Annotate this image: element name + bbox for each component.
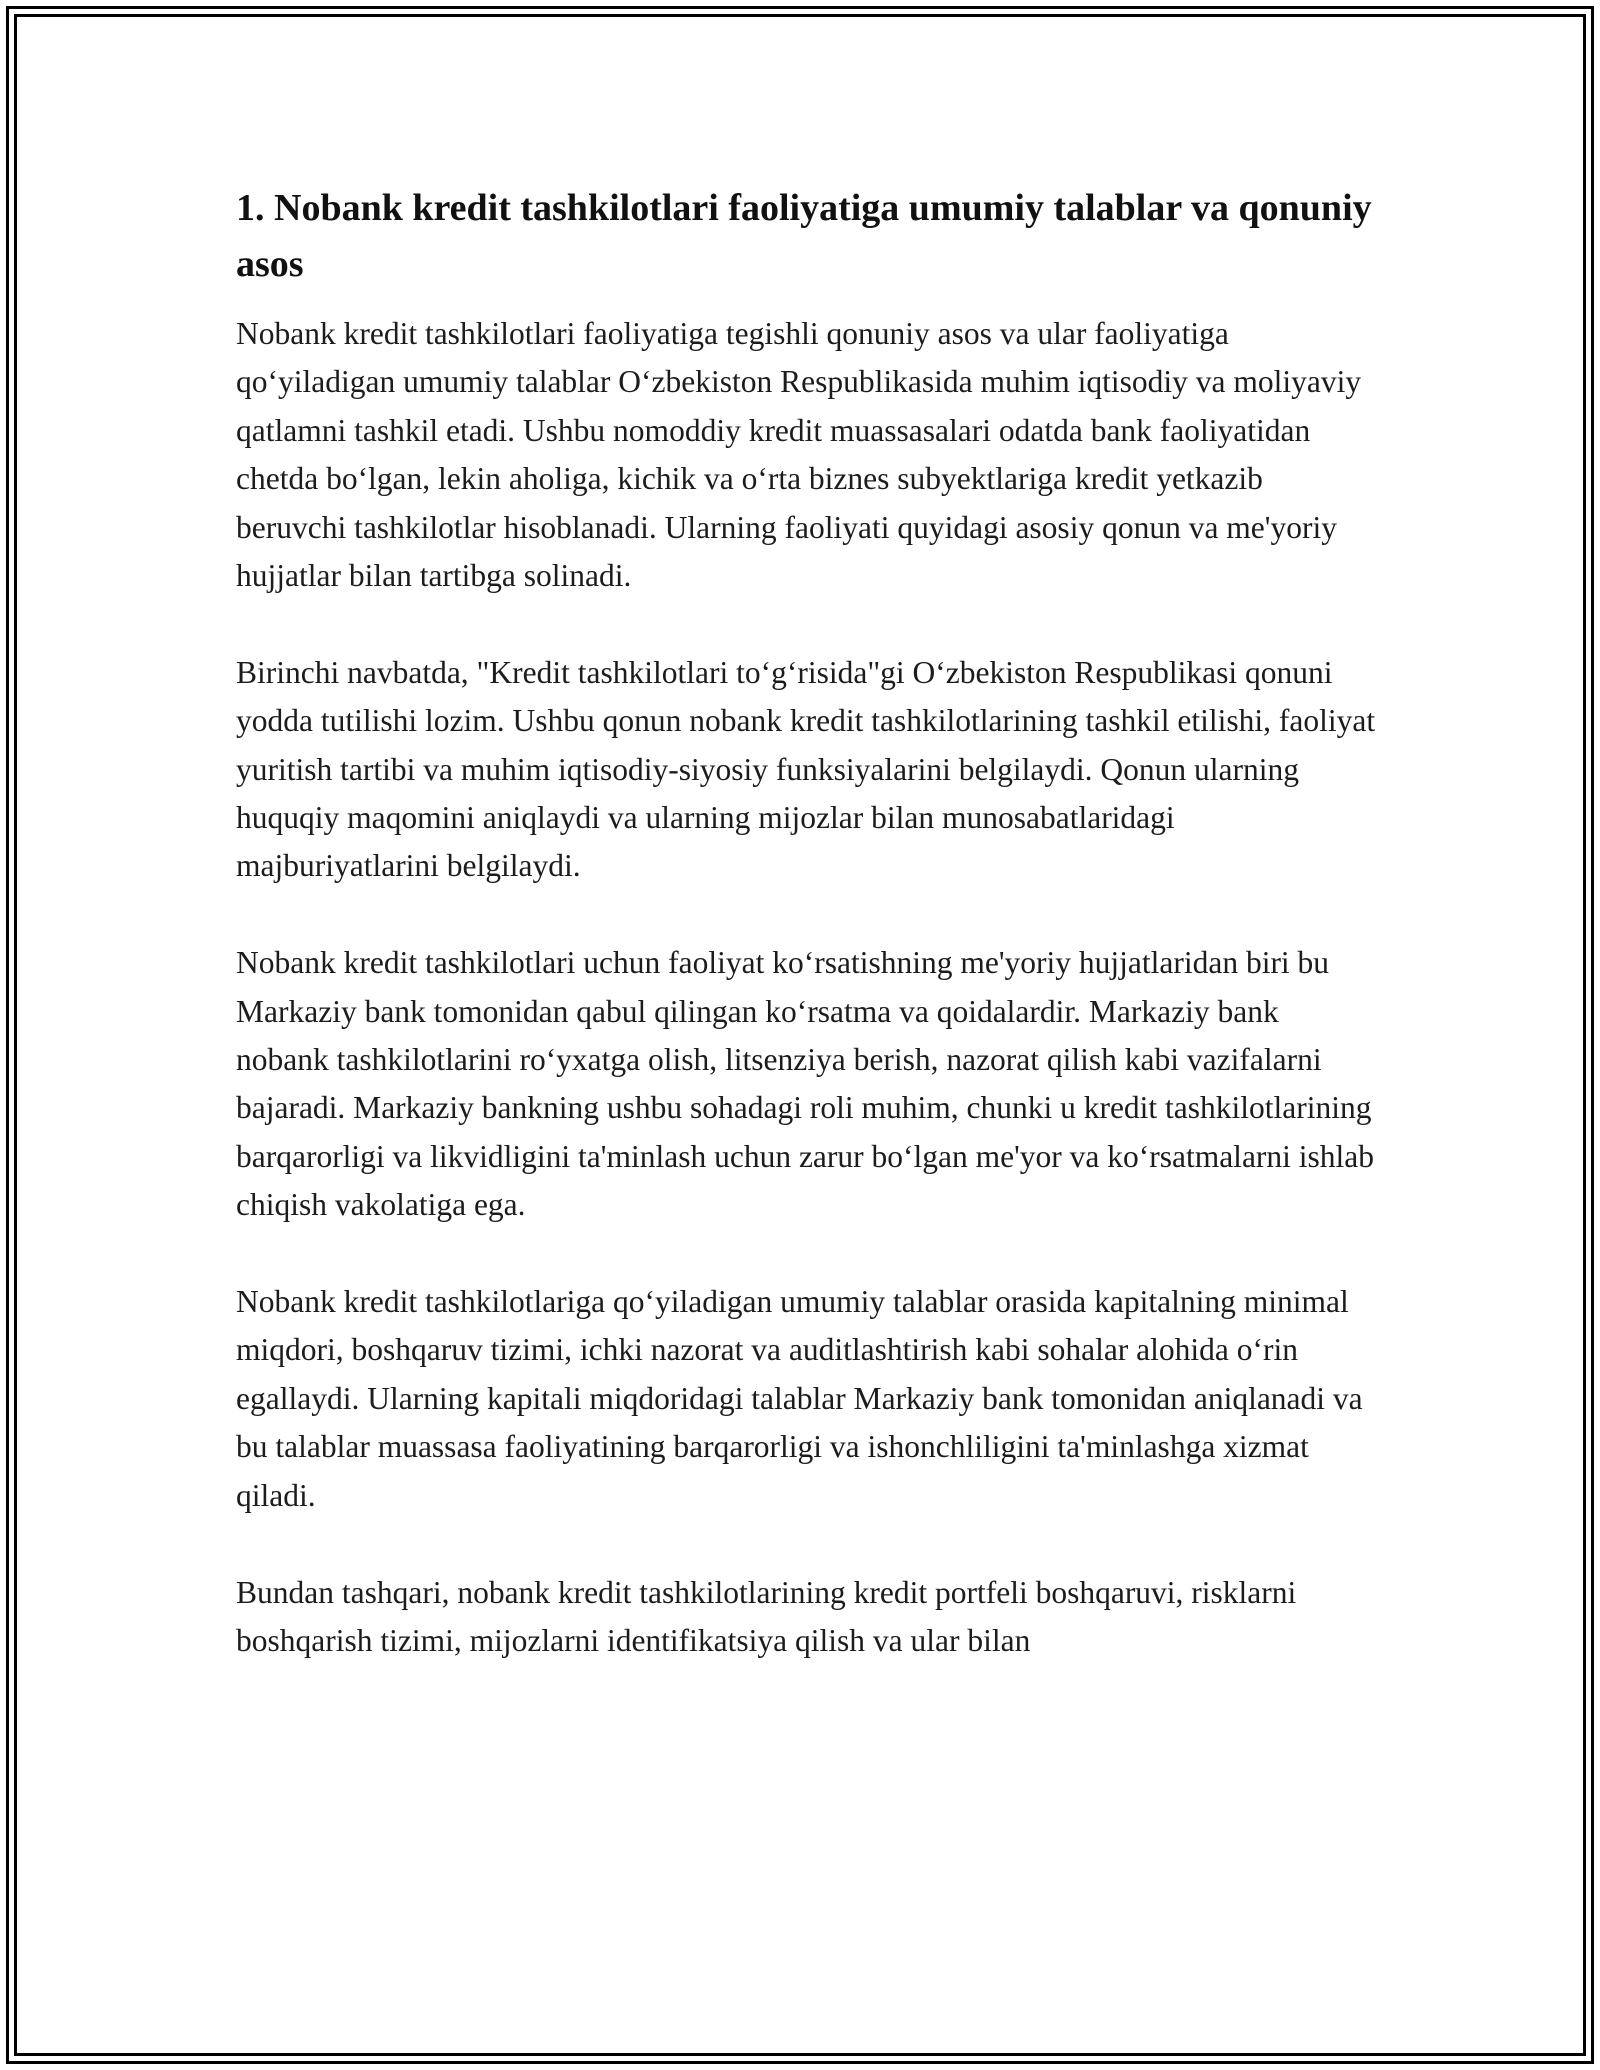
paragraph-5: Bundan tashqari, nobank kredit tashkilotlarining kredit portfeli boshqaruvi, risklarni boshqarish tizimi, mijozlarni identifikatsiya qilish va ular bilan xyxy=(236,1574,1297,1658)
document-body xyxy=(236,180,1376,1714)
section-heading: 1. Nobank kredit tashkilotlari faoliyatiga umumiy talablar va qonuniy asos xyxy=(236,187,1372,285)
paragraph-3: Nobank kredit tashkilotlari uchun faoliyat ko‘rsatishning me'yoriy hujjatlaridan biri bu Markaziy bank tomonidan qabul qilingan ko‘rsatma va qoidalardir. Markaziy bank nobank tashkilotlarini ro‘yxatga olish, litsenziya berish, nazorat qilish kabi vazifalarni bajaradi. Markaziy bankning ushbu sohadagi roli muhim, chunki u kredit tashkilotlarining barqarorligi va likvidligini ta'minlash uchun zarur bo‘lgan me'yor va ko‘rsatmalarni ishlab chiqish vakolatiga ega. xyxy=(236,945,1375,1223)
paragraph-4: Nobank kredit tashkilotlariga qo‘yiladigan umumiy talablar orasida kapitalning minimal miqdori, boshqaruv tizimi, ichki nazorat va auditlashtirish kabi sohalar alohida o‘rin egallaydi. Ularning kapitali miqdoridagi talablar Markaziy bank tomonidan aniqlanadi va bu talablar muassasa faoliyatining barqarorligi va ishonchliligini ta'minlashga xizmat qiladi. xyxy=(236,1284,1363,1513)
paragraph-1: Nobank kredit tashkilotlari faoliyatiga tegishli qonuniy asos va ular faoliyatiga qo‘yiladigan umumiy talablar O‘zbekiston Respublikasida muhim iqtisodiy va moliyaviy qatlamni tashkil etadi. Ushbu nomoddiy kredit muassasalari odatda bank faoliyatidan chetda bo‘lgan, lekin aholiga, kichik va o‘rta biznes subyektlariga kredit yetkazib beruvchi tashkilotlar hisoblanadi. Ularning faoliyati quyidagi asosiy qonun va me'yoriy hujjatlar bilan tartibga solinadi. xyxy=(236,316,1362,594)
paragraph-2: Birinchi navbatda, "Kredit tashkilotlari to‘g‘risida"gi O‘zbekiston Respublikasi qonuni yodda tutilishi lozim. Ushbu qonun nobank kredit tashkilotlarining tashkil etilishi, faoliyat yuritish tartibi va muhim iqtisodiy-siyosiy funksiyalarini belgilaydi. Qonun ularning huquqiy maqomini aniqlaydi va ularning mijozlar bilan munosabatlaridagi majburiyatlarini belgilaydi. xyxy=(236,654,1376,884)
